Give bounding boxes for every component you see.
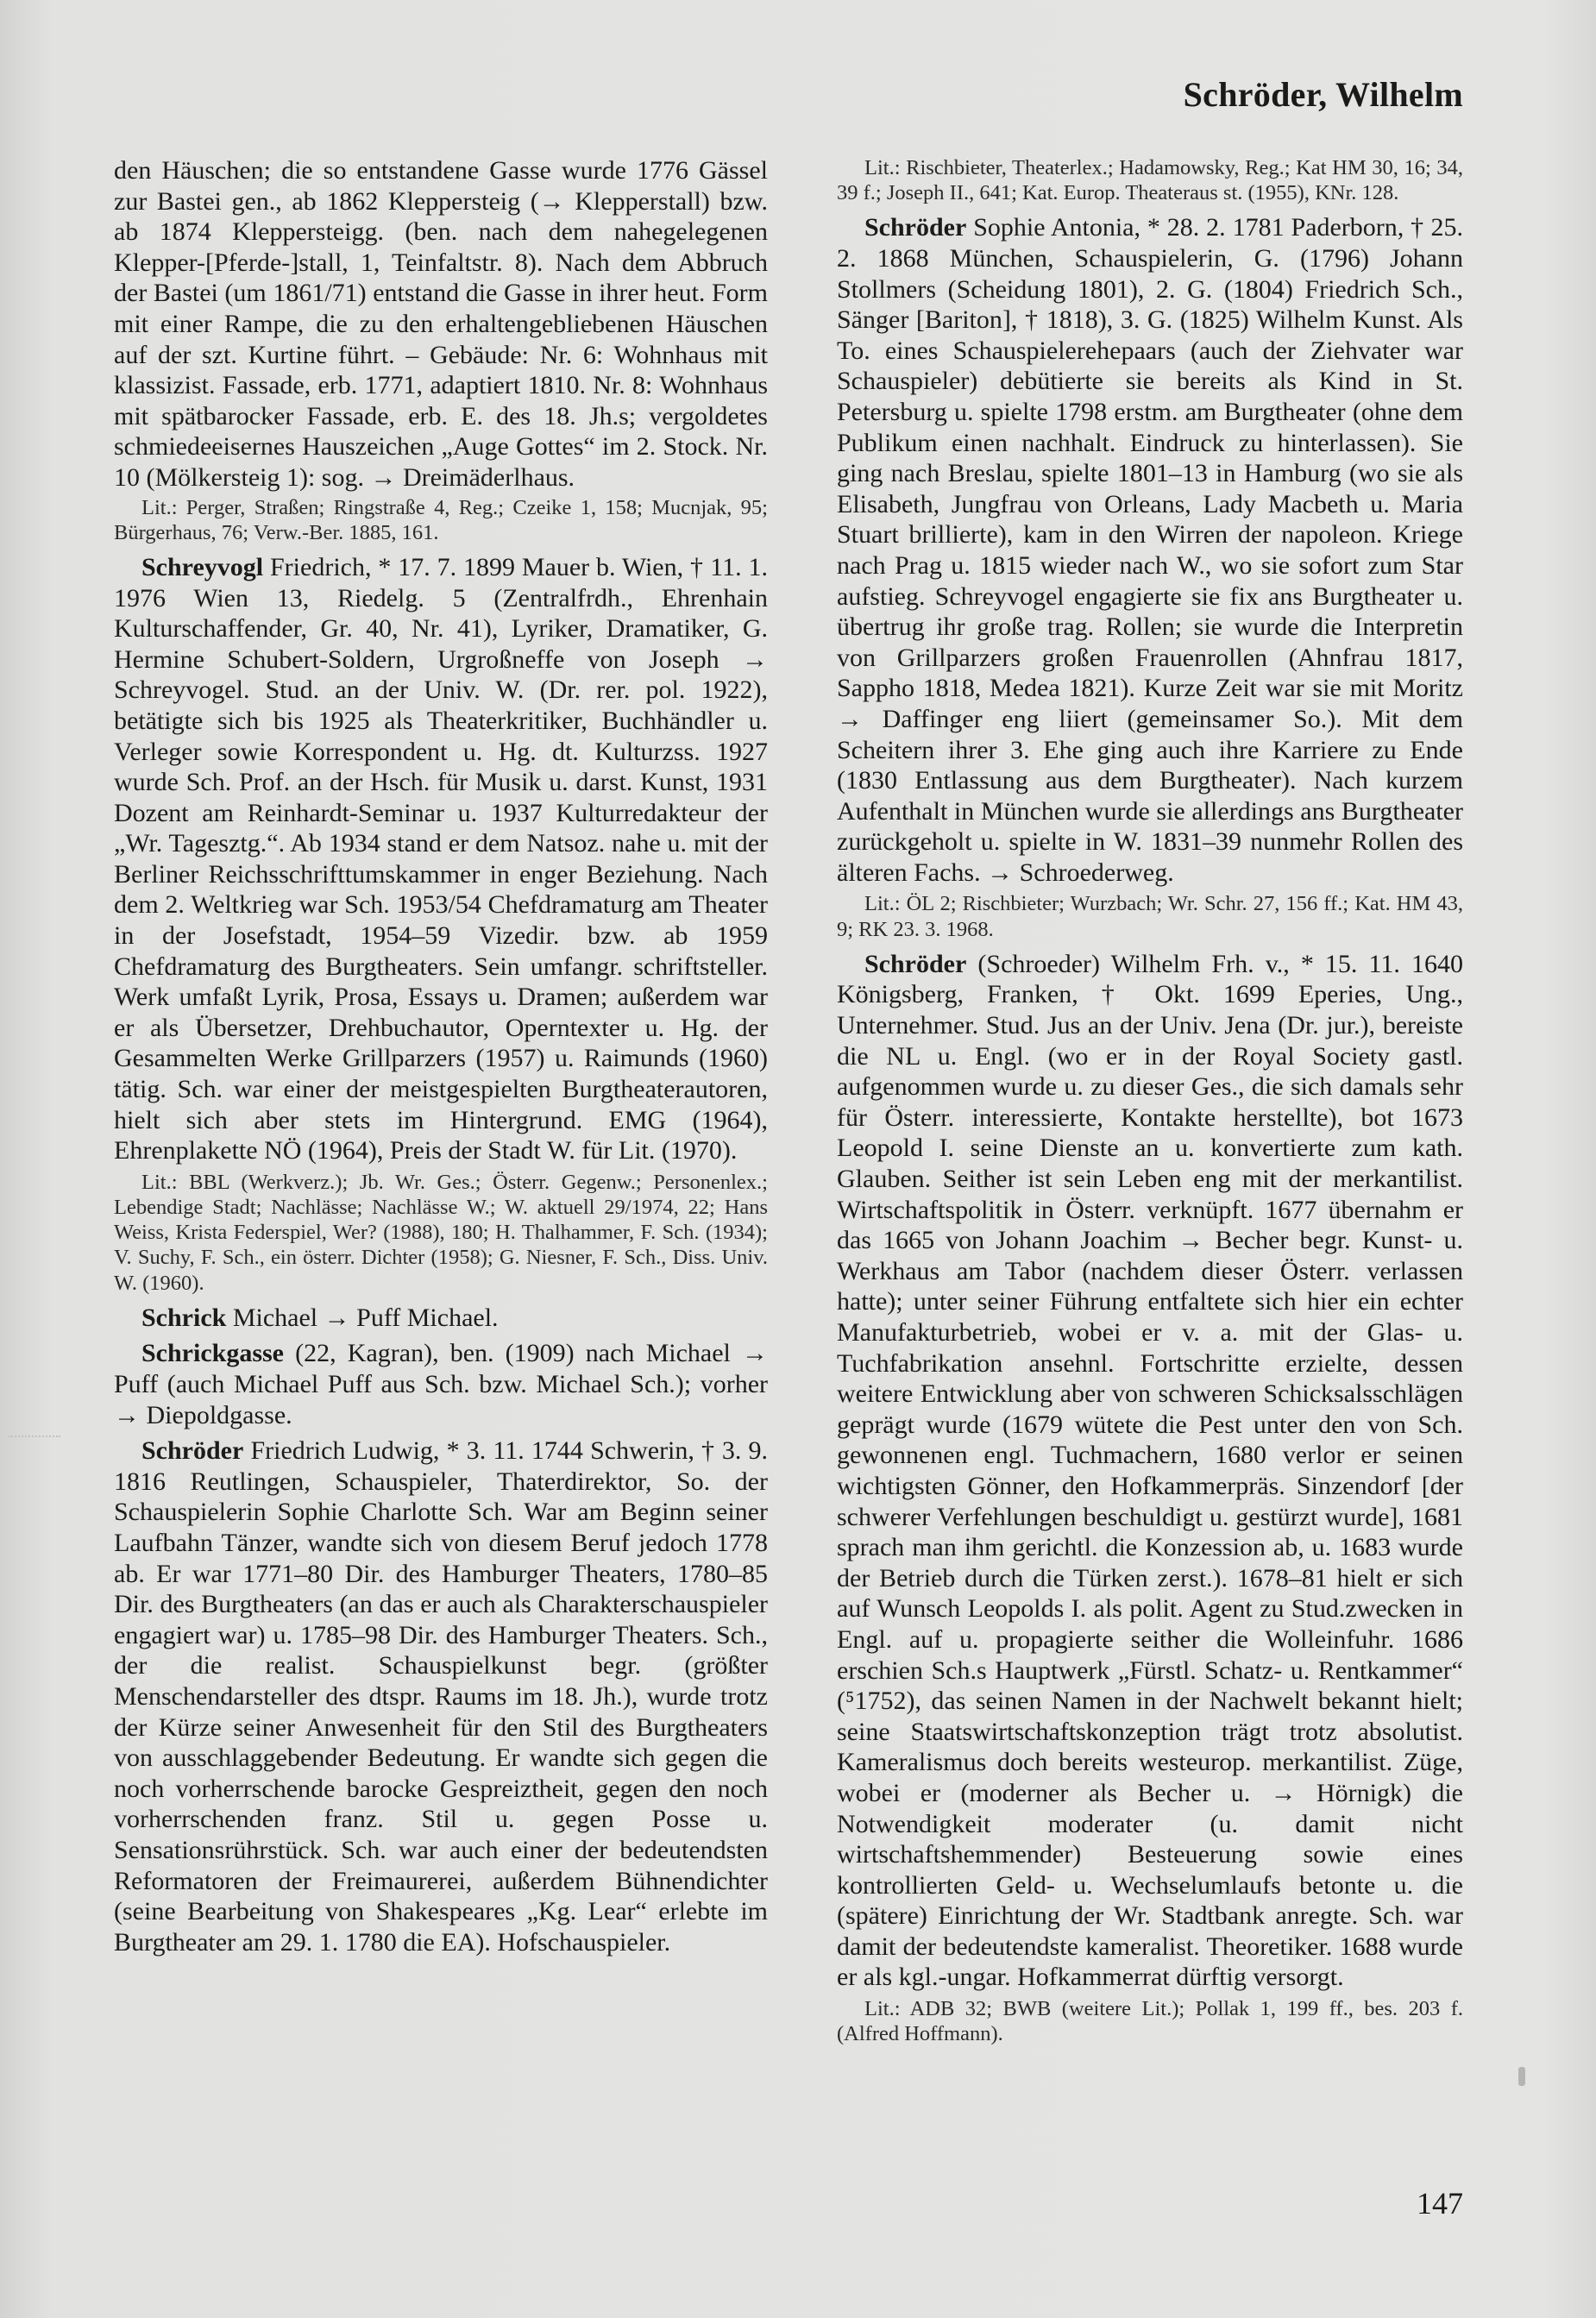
literature-reference: Lit.: Perger, Straßen; Ringstraße 4, Reg.; Czeike 1, 158; Mucnjak, 95; Bürgerhaus, 76; Verw.-Ber. 1885, 161. xyxy=(114,495,768,544)
entry-headword: Schreyvogl xyxy=(141,552,264,581)
entry-headword: Schrick xyxy=(141,1303,227,1332)
entry-text: Friedrich Ludwig, * 3. 11. 1744 Schwerin, † 3. 9. 1816 Reutlingen, Schauspieler, Thaterdirektor, So. der Schauspielerin Sophie Charlotte Sch. War am Beginn seiner Laufbahn Tänzer, wandte sich von diesem Beruf jedoch 1778 ab. Er war 1771–80 Dir. des Hamburger Theaters, 1780–85 Dir. des Burgtheaters (an das er auch als Charakterschauspieler engagiert war) u. 1785–98 Dir. des Hamburger Theaters. Sch., der die realist. Schauspielkunst begr. (größter Menschendarsteller des dtspr. Raums im 18. Jh.), wurde trotz der Kürze seiner Anwesenheit für den Stil des Burgtheaters von ausschlaggebender Bedeutung. Er wandte sich gegen die noch vorherrschende barocke Gespreiztheit, gegen den noch vorherrschenden franz. Stil u. gegen Posse u. Sensationsrührstück. Sch. war auch einer der bedeutendsten Reformatoren der Freimaurerei, außerdem Bühnendichter (seine Bearbeitung von Shakespeares „Kg. Lear“ erlebte im Burgtheater am 29. 1. 1780 die EA). Hofschauspieler. xyxy=(114,1436,769,1957)
entry-headword: Schröder xyxy=(141,1436,244,1466)
literature-reference: Lit.: BBL (Werkverz.); Jb. Wr. Ges.; Österr. Gegenw.; Personenlex.; Lebendige Stadt; Nachlässe; Nachlässe W.; W. aktuell 29/1974, 22; Hans Weiss, Krista Federspiel, Wer? (1988), 180; H. Thalhammer, F. Sch. (1934); V. Suchy, F. Sch., ein österr. Dichter (1958); G. Niesner, F. Sch., Diss. Univ. W. (1960). xyxy=(114,1170,768,1295)
entry-schroeder-wilhelm xyxy=(837,949,1463,1993)
entry-headword: Schröder xyxy=(864,949,967,978)
entry-text: Friedrich, * 17. 7. 1899 Mauer b. Wien, † 11. 1. 1976 Wien 13, Riedelg. 5 (Zentralfrdh., Ehrenhain Kulturschaffender, Gr. 40, Nr. 41), Lyriker, Dramatiker, G. Hermine Schubert-Soldern, Urgroßneffe von Joseph → Schreyvogel. Stud. an der Univ. W. (Dr. rer. pol. 1922), betätigte sich bis 1925 als Theaterkritiker, Buchhändler u. Verleger sowie Korrespondent u. Hg. dt. Kulturzss. 1927 wurde Sch. Prof. an der Hsch. für Musik u. darst. Kunst, 1931 Dozent am Reinhardt-Seminar u. 1937 Kulturredakteur der „Wr. Tagesztg.“. Ab 1934 stand er dem Natsoz. nahe u. mit der Berliner Reichsschrifttumskammer in enger Beziehung. Nach dem 2. Weltkrieg war Sch. 1953/54 Chefdramaturg am Theater in der Josefstadt, 1954–59 Vizedir. bzw. ab 1959 Chefdramaturg des Burgtheaters. Sein umfangr. schriftsteller. Werk umfaßt Lyrik, Prosa, Essays u. Dramen; außerdem war er als Übersetzer, Drehbuchautor, Operntexter u. Hg. der Gesammelten Werke Grillparzers (1957) u. Raimunds (1960) tätig. Sch. war einer der meistgespielten Burgtheaterautoren, hielt sich aber stets im Hintergrund. EMG (1964), Ehrenplakette NÖ (1964), Preis der Stadt W. für Lit. (1970). xyxy=(114,552,769,1165)
entry-continuation-text: den Häuschen; die so entstandene Gasse wurde 1776 Gässel zur Bastei gen., ab 1862 Kleppersteig (→ Klepperstall) bzw. ab 1874 Kleppersteigg. (ben. nach dem nahegelegenen Klepper-[Pferde-]stall, 1, Teinfaltstr. 8). Nach dem Abbruch der Bastei (um 1861/71) entstand die Gasse in ihrer heut. Form mit einer Rampe, die zu den erhaltengebliebenen Häuschen auf der szt. Kurtine führt. – Gebäude: Nr. 6: Wohnhaus mit klassizist. Fassade, erb. 1771, adaptiert 1810. Nr. 8: Wohnhaus mit spätbarocker Fassade, erb. E. des 18. Jh.s; vergoldetes schmiedeeisernes Hauszeichen „Auge Gottes“ im 2. Stock. Nr. 10 (Mölkersteig 1): sog. → Dreimäderlhaus. xyxy=(114,156,768,492)
left-column xyxy=(114,155,768,1959)
literature-reference: Lit.: ÖL 2; Rischbieter; Wurzbach; Wr. Schr. 27, 156 ff.; Kat. HM 43, 9; RK 23. 3. 1968. xyxy=(837,892,1463,941)
entry-headword: Schrickgasse xyxy=(141,1339,284,1368)
page-number: 147 xyxy=(1417,2186,1463,2221)
scan-artifact-mark xyxy=(1518,2067,1525,2086)
entry-headword: Schröder xyxy=(864,213,967,242)
entry-schrickgasse xyxy=(114,1338,768,1430)
entry-text: Michael → Puff Michael. xyxy=(232,1303,499,1332)
entry-text: (Schroeder) Wilhelm Frh. v., * 15. 11. 1640 Königsberg, Franken, † Okt. 1699 Eperies, Ung., Unternehmer. Stud. Jus an der Univ. Jena (Dr. jur.), bereiste die NL u. Engl. (wo er in der Royal Society gastl. aufgenommen wurde u. zu dieser Ges., die sich damals sehr für Österr. interessierte, Kontakte herstellte), bot 1673 Leopold I. seine Dienste an u. konvertierte zum kath. Glauben. Seither ist sein Leben eng mit der merkantilist. Wirtschaftspolitik in Österr. verknüpft. 1677 übernahm er das 1665 von Johann Joachim → Becher begr. Kunst- u. Werkhaus am Tabor (nachdem dieser Österr. verlassen hatte); unter seiner Führung entfaltete sich hier ein echter Manufakturbetrieb, wobei er v. a. mit der Glas- u. Tuchfabrikation ansehnl. Fortschritte erzielte, dessen weitere Entwicklung aber von schweren Schicksalsschlägen geprägt wurde (1679 wütete die Pest unter den von Sch. gewonnenen engl. Tuchmachern, 1680 verlor er seinen wichtigsten Gönner, den Hofkammerpräs. Sinzendorf [der schwerer Verfehlungen beschuldigt u. gestürzt wurde], 1681 sprach man ihm gerichtl. die Konzession ab, u. 1683 wurde der Betrieb durch die Türken zerst.). 1678–81 hielt er sich auf Wunsch Leopolds I. als polit. Agent zu Stud.zwecken in Engl. auf u. propagierte seither die Wolleinfuhr. 1686 erschien Sch.s Hauptwerk „Fürstl. Schatz- u. Rentkammer“ (⁵1752), das seinen Namen in der Nachwelt bekannt hielt; seine Staatswirtschaftskonzeption trägt trotz absolutist. Kameralismus doch bereits westeurop. merkantilist. Züge, wobei er (moderner als Becher u. → Hörnigk) die Notwendigkeit moderater (u. damit nicht wirtschaftshemmender) Besteuerung sowie eines kontrollierten Geld- u. Wechselumlaufs betonte u. die (spätere) Einrichtung der Wr. Stadtbank anregte. Sch. war damit der bedeutendste kameralist. Theoretiker. 1688 wurde er als kgl.-ungar. Hofkammerrat dürftig versorgt. xyxy=(837,949,1463,1992)
entry-schroeder-sophie xyxy=(837,212,1463,888)
right-column xyxy=(837,155,1463,2053)
entry-text: (22, Kagran), ben. (1909) nach Michael → Puff (auch Michael Puff aus Sch. bzw. Michael Sch.); vorher → Diepoldgasse. xyxy=(114,1339,769,1429)
literature-reference: Lit.: Rischbieter, Theaterlex.; Hadamowsky, Reg.; Kat HM 30, 16; 34, 39 f.; Joseph II., 641; Kat. Europ. Theateraus st. (1955), KNr. 128. xyxy=(837,156,1463,205)
literature-reference: Lit.: ADB 32; BWB (weitere Lit.); Pollak 1, 199 ff., bes. 203 f. (Alfred Hoffmann). xyxy=(837,1997,1463,2046)
scan-edge-mark xyxy=(9,1435,60,1442)
entry-schrick xyxy=(114,1303,768,1334)
entry-schreyvogl xyxy=(114,552,768,1166)
entry-text: Sophie Antonia, * 28. 2. 1781 Paderborn, † 25. 2. 1868 München, Schauspielerin, G. (1796) Johann Stollmers (Scheidung 1801), 2. G. (1804) Friedrich Sch., Sänger [Bariton], † 1818), 3. G. (1825) Wilhelm Kunst. Als To. eines Schauspielerehepaars (auch der Ziehvater war Schauspieler) debütierte sie bereits als Kind in St. Petersburg u. spielte 1798 erstm. am Burgtheater (ohne dem Publikum einen nachhalt. Eindruck zu hinterlassen). Sie ging nach Breslau, spielte 1801–13 in Hamburg (wo sie als Elisabeth, Jungfrau von Orleans, Lady Macbeth u. Maria Stuart brillierte), kam in den Wirren der napoleon. Kriege nach Prag u. 1815 wieder nach W., wo sie sofort zum Star aufstieg. Schreyvogel engagierte sie fix ans Burgtheater u. übertrug ihr große trag. Rollen; sie wurde die Interpretin von Grillparzers großen Frauenrollen (Ahnfrau 1817, Sappho 1818, Medea 1821). Kurze Zeit war sie mit Moritz → Daffinger eng liiert (gemeinsamer So.). Mit dem Scheitern ihrer 3. Ehe ging auch ihre Karriere zu Ende (1830 Entlassung aus dem Burgtheater). Nach kurzem Aufenthalt in München wurde sie allerdings ans Burgtheater zurückgeholt u. spielte in W. 1831–39 nunmehr Rollen des älteren Fachs. → Schroederweg. xyxy=(837,213,1463,887)
running-head: Schröder, Wilhelm xyxy=(1183,75,1463,114)
entry-schroeder-friedrich xyxy=(114,1435,768,1957)
